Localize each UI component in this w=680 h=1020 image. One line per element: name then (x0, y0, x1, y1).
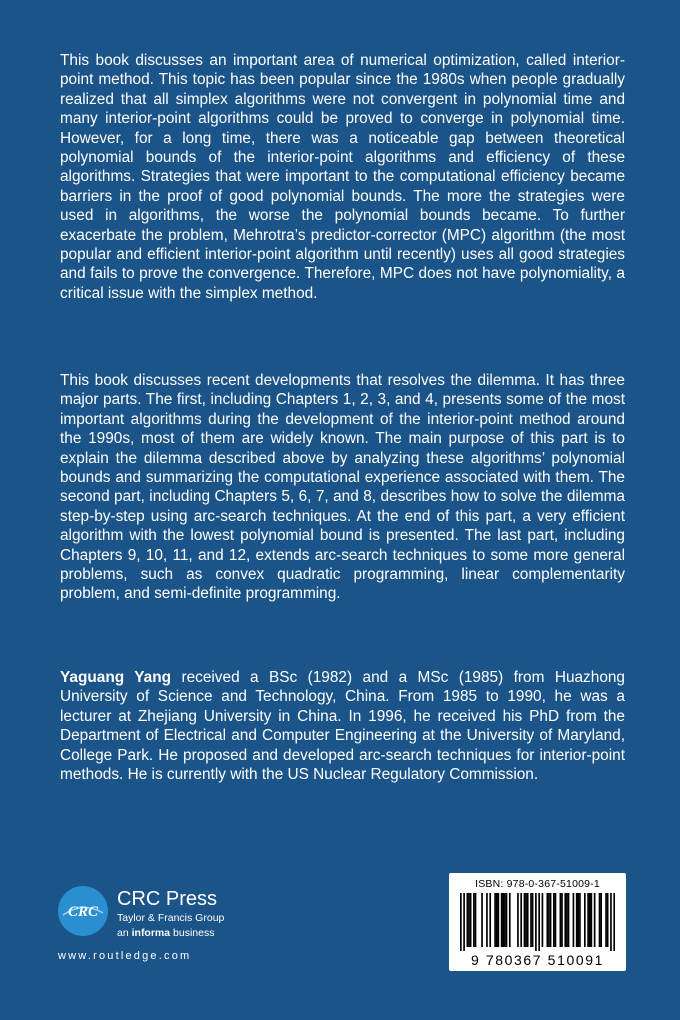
barcode-bar (468, 893, 470, 947)
barcode-bar (470, 893, 472, 947)
barcode-bar (501, 893, 503, 947)
barcode-guard-bar (460, 893, 462, 951)
barcode-bar (524, 893, 526, 947)
barcode-bar (496, 893, 498, 947)
barcode-bar (576, 893, 578, 947)
barcode-bar (481, 893, 483, 947)
barcode-bar (520, 893, 522, 947)
barcode-bar (600, 893, 602, 947)
barcode-bar (548, 893, 550, 947)
barcode-bar (473, 893, 475, 947)
crc-logo-icon (57, 885, 109, 937)
barcode-bar (494, 893, 496, 947)
barcode-bar (573, 893, 575, 947)
description-paragraph-2: This book discusses recent developments that resolves the dilemma. It has three major parts. The first, including Chapters 1, 2, 3, and 4, presents some of the most important algorithms during the development of the interior-point method around the 1990s, most of them are widely known. The main purpose of this part is to explain the dilemma described above by analyzing these algorithms’ polynomial bounds and summarizing the computational experience associated with them. The second part, including Chapters 5, 6, 7, and 8, describes how to solve the dilemma step-by-step using arc-search techniques. At the end of this part, a very efficient algorithm with the lowest polynomial bound is presented. The last part, including Chapters 9, 10, 11, and 12, extends arc-search techniques to some more general problems, such as convex quadratic programming, linear complementarity problem, and semi-definite programming. (60, 372, 625, 603)
barcode-bar (560, 893, 562, 947)
barcode-bar (467, 893, 469, 947)
barcode-bar (587, 893, 589, 947)
barcode-bar (475, 893, 477, 947)
publisher-name: CRC Press (117, 888, 218, 910)
publisher-website: www.routledge.com (58, 950, 192, 962)
barcode-bar (509, 893, 511, 947)
barcode-bar (525, 893, 527, 947)
barcode-bar (564, 893, 566, 947)
barcode-bar (553, 893, 555, 947)
barcode-bar (566, 893, 568, 947)
barcode-guard-bar (535, 893, 537, 951)
barcode-bar (530, 893, 532, 947)
barcode-bar (594, 893, 596, 947)
barcode-bar (542, 893, 544, 947)
barcode-bar (605, 893, 607, 947)
barcode-guard-bar (538, 893, 540, 951)
author-bio (60, 668, 625, 784)
barcode-bars (460, 893, 615, 951)
barcode-bar (546, 893, 548, 947)
author-name: Yaguang Yang (60, 669, 172, 686)
publisher-tagline: an informa business (117, 927, 215, 939)
barcode-bar (555, 893, 557, 947)
barcode-bar (532, 893, 534, 947)
barcode-bar (591, 893, 593, 947)
isbn-label: ISBN: 978-0-367-51009-1 (475, 878, 600, 890)
barcode-bar (527, 893, 529, 947)
barcode-guard-bar (610, 893, 612, 951)
barcode-bar (579, 893, 581, 947)
barcode-bar (561, 893, 563, 947)
publisher-group: Taylor & Francis Group (117, 912, 225, 924)
barcode-bar (498, 893, 500, 947)
barcode-bar (550, 893, 552, 947)
barcode-bar (502, 893, 504, 947)
barcode-guard-bar (463, 893, 465, 951)
barcode-bar (568, 893, 570, 947)
barcode-bar (577, 893, 579, 947)
barcode-bar (489, 893, 491, 947)
barcode-digits: 9 780367 510091 (471, 952, 604, 968)
crc-logo-mark: CRC (67, 904, 99, 920)
barcode-bar (599, 893, 601, 947)
barcode-bar (607, 893, 609, 947)
barcode-bar (506, 893, 508, 947)
barcode-bar (589, 893, 591, 947)
description-paragraph-1: This book discusses an important area of numerical optimization, called interior-point method. This topic has been popular since the 1980s when people gradually realized that all simplex algorithms were not convergent in polynomial time and many interior-point algorithms could be proved to converge in polynomial time. However, for a long time, there was a noticeable gap between theoretical polynomial bounds of the interior-point algorithms and efficiency of these algorithms. Strategies that were important to the computational efficiency became barriers in the proof of good polynomial bounds. The more the strategies were used in algorithms, the worse the polynomial bounds became. To further exacerbate the problem, Mehrotra’s predictor-corrector (MPC) algorithm (the most popular and efficient interior-point algorithm until recently) uses all good strategies and fails to prove the convergence. Therefore, MPC does not have polynomiality, a critical issue with the simplex method. (60, 52, 625, 302)
barcode-bar (504, 893, 506, 947)
barcode-bar (517, 893, 519, 947)
barcode-guard-bar (613, 893, 615, 951)
author-bio-text: received a BSc (1982) and a MSc (1985) from Huazhong University of Science and Technology, China. From 1985 to 1990, he was a lecturer at Zhejiang University in China. In 1996, he received his PhD from the Department of Electrical and Computer Engineering at the University of Maryland, College Park. He proposed and developed arc-search techniques for interior-point methods. He is currently with the US Nuclear Regulatory Commission. (60, 669, 625, 784)
barcode-bar (486, 893, 488, 947)
barcode-bar (584, 893, 586, 947)
isbn-barcode (449, 873, 626, 971)
